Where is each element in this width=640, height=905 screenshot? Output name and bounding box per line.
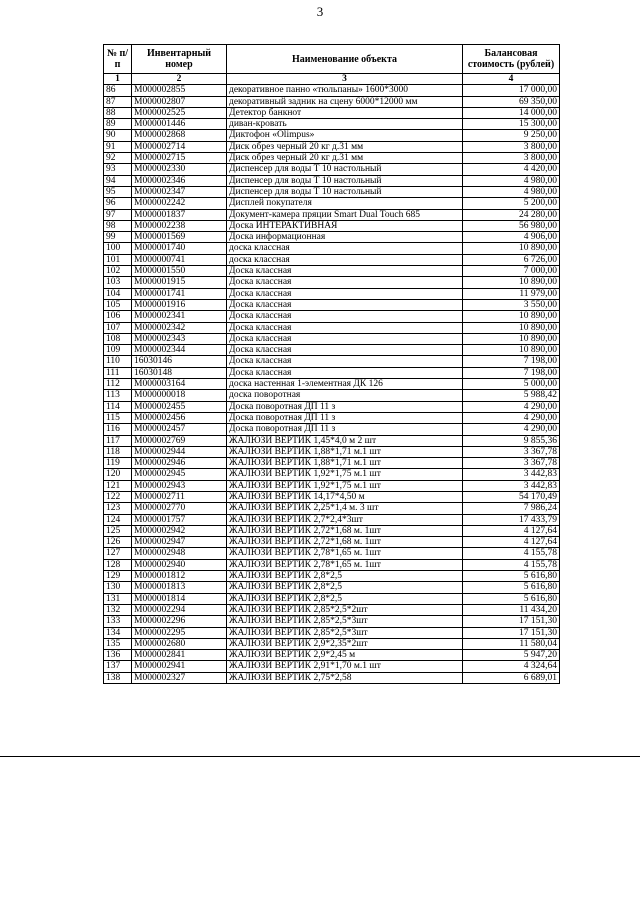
inventory-number: М000001446: [132, 119, 227, 130]
inventory-number: М000002344: [132, 345, 227, 356]
balance-cost: 4 290,00: [463, 401, 560, 412]
balance-cost: 7 000,00: [463, 266, 560, 277]
balance-cost: 3 800,00: [463, 141, 560, 152]
row-number: 104: [104, 288, 132, 299]
inventory-number: М000002945: [132, 469, 227, 480]
inventory-number: М000002855: [132, 85, 227, 96]
inventory-number: М000001740: [132, 243, 227, 254]
row-number: 101: [104, 254, 132, 265]
object-name: Диктофон «Olimpus»: [227, 130, 463, 141]
balance-cost: 4 980,00: [463, 175, 560, 186]
table-row: [104, 356, 560, 367]
row-number: 96: [104, 198, 132, 209]
inventory-number: М000001813: [132, 582, 227, 593]
table-row: [104, 85, 560, 96]
object-name: доска класcная: [227, 254, 463, 265]
object-name: ЖАЛЮЗИ ВЕРТИК 2,72*1,68 м. 1шт: [227, 525, 463, 536]
balance-cost: 5 000,00: [463, 379, 560, 390]
balance-cost: 5 200,00: [463, 198, 560, 209]
inventory-number: М000002680: [132, 638, 227, 649]
inventory-number: М000001812: [132, 571, 227, 582]
row-number: 132: [104, 604, 132, 615]
page-number: 3: [316, 4, 324, 19]
object-name: Доска классная: [227, 288, 463, 299]
row-number: 123: [104, 503, 132, 514]
row-number: 97: [104, 209, 132, 220]
balance-cost: 7 198,00: [463, 367, 560, 378]
table-row: [104, 604, 560, 615]
table-row: [104, 458, 560, 469]
object-name: ЖАЛЮЗИ ВЕРТИК 2,8*2,5: [227, 571, 463, 582]
object-name: Доска ИНТЕРАКТИВНАЯ: [227, 220, 463, 231]
row-number: 91: [104, 141, 132, 152]
object-name: ЖАЛЮЗИ ВЕРТИК 2,75*2,58: [227, 672, 463, 683]
row-number: 86: [104, 85, 132, 96]
column-number: 2: [132, 74, 227, 85]
row-number: 135: [104, 638, 132, 649]
row-number: 90: [104, 130, 132, 141]
row-number: 112: [104, 379, 132, 390]
row-number: 129: [104, 571, 132, 582]
inventory-number: М000002807: [132, 96, 227, 107]
row-number: 100: [104, 243, 132, 254]
inventory-number: М000001814: [132, 593, 227, 604]
balance-cost: 4 420,00: [463, 164, 560, 175]
inventory-number: М000002868: [132, 130, 227, 141]
inventory-number: М000002946: [132, 458, 227, 469]
inventory-number: М000001916: [132, 299, 227, 310]
table-body: [104, 85, 560, 684]
inventory-number: М000001741: [132, 288, 227, 299]
balance-cost: 4 290,00: [463, 424, 560, 435]
row-number: 87: [104, 96, 132, 107]
object-name: ЖАЛЮЗИ ВЕРТИК 1,92*1,75 м.1 шт: [227, 469, 463, 480]
table-row: [104, 469, 560, 480]
balance-cost: 14 000,00: [463, 107, 560, 118]
table-row: [104, 254, 560, 265]
object-name: Дисплей покупателя: [227, 198, 463, 209]
row-number: 105: [104, 299, 132, 310]
object-name: ЖАЛЮЗИ ВЕРТИК 2,78*1,65 м. 1шт: [227, 548, 463, 559]
table-row: [104, 401, 560, 412]
balance-cost: 4 906,00: [463, 232, 560, 243]
balance-cost: 4 324,64: [463, 661, 560, 672]
balance-cost: 3 442,83: [463, 469, 560, 480]
object-name: Диск обрез черный 20 кг д.31 мм: [227, 141, 463, 152]
balance-cost: 4 155,78: [463, 559, 560, 570]
table-row: [104, 559, 560, 570]
object-name: Доска классная: [227, 345, 463, 356]
row-number: 115: [104, 412, 132, 423]
row-number: 120: [104, 469, 132, 480]
object-name: ЖАЛЮЗИ ВЕРТИК 2,78*1,65 м. 1шт: [227, 559, 463, 570]
table-row: [104, 548, 560, 559]
object-name: ЖАЛЮЗИ ВЕРТИК 2,8*2,5: [227, 582, 463, 593]
table-row: [104, 186, 560, 197]
balance-cost: 10 890,00: [463, 333, 560, 344]
table-row: [104, 582, 560, 593]
object-name: Доска классная: [227, 311, 463, 322]
row-number: 94: [104, 175, 132, 186]
inventory-number: М000003164: [132, 379, 227, 390]
inventory-table: [103, 44, 560, 684]
balance-cost: 3 367,78: [463, 458, 560, 469]
row-number: 125: [104, 525, 132, 536]
table-row: [104, 119, 560, 130]
object-name: ЖАЛЮЗИ ВЕРТИК 2,9*2,35*2шт: [227, 638, 463, 649]
row-number: 95: [104, 186, 132, 197]
balance-cost: 17 433,79: [463, 514, 560, 525]
inventory-number: М000002238: [132, 220, 227, 231]
table-row: [104, 379, 560, 390]
row-number: 117: [104, 435, 132, 446]
balance-cost: 5 947,20: [463, 650, 560, 661]
table-row: [104, 345, 560, 356]
object-name: доска настенная 1-элементная ДК 126: [227, 379, 463, 390]
inventory-number: М000001837: [132, 209, 227, 220]
inventory-number: М000001569: [132, 232, 227, 243]
object-name: ЖАЛЮЗИ ВЕРТИК 14,17*4,50 м: [227, 491, 463, 502]
row-number: 107: [104, 322, 132, 333]
object-name: ЖАЛЮЗИ ВЕРТИК 2,85*2,5*3шт: [227, 627, 463, 638]
table-row: [104, 209, 560, 220]
balance-cost: 11 434,20: [463, 604, 560, 615]
table-row: [104, 627, 560, 638]
inventory-number: М000001757: [132, 514, 227, 525]
table-row: [104, 220, 560, 231]
row-number: 122: [104, 491, 132, 502]
object-name: Доска классная: [227, 277, 463, 288]
table-row: [104, 525, 560, 536]
inventory-number: М000002941: [132, 661, 227, 672]
balance-cost: 9 250,00: [463, 130, 560, 141]
inventory-number: М000002841: [132, 650, 227, 661]
balance-cost: 10 890,00: [463, 322, 560, 333]
row-number: 92: [104, 153, 132, 164]
row-number: 124: [104, 514, 132, 525]
inventory-number: М000002770: [132, 503, 227, 514]
balance-cost: 10 890,00: [463, 277, 560, 288]
object-name: ЖАЛЮЗИ ВЕРТИК 2,9*2,45 м: [227, 650, 463, 661]
balance-cost: 56 980,00: [463, 220, 560, 231]
balance-cost: 15 300,00: [463, 119, 560, 130]
table-row: [104, 616, 560, 627]
row-number: 88: [104, 107, 132, 118]
table-row: [104, 322, 560, 333]
inventory-number: М000002347: [132, 186, 227, 197]
object-name: ЖАЛЮЗИ ВЕРТИК 2,72*1,68 м. 1шт: [227, 537, 463, 548]
object-name: Диспенсер для воды Т 10 настольный: [227, 186, 463, 197]
table-row: [104, 491, 560, 502]
inventory-number: М000002947: [132, 537, 227, 548]
table-row: [104, 107, 560, 118]
inventory-number: М000002341: [132, 311, 227, 322]
inventory-number: М000002525: [132, 107, 227, 118]
row-number: 111: [104, 367, 132, 378]
table-row: [104, 435, 560, 446]
inventory-number: М000002942: [132, 525, 227, 536]
header-num: № п/п: [104, 45, 132, 74]
balance-cost: 3 367,78: [463, 446, 560, 457]
inventory-number: М000002769: [132, 435, 227, 446]
table-header-row: [104, 45, 560, 74]
object-name: доска поворотная: [227, 390, 463, 401]
inventory-number: М000002242: [132, 198, 227, 209]
header-inventory: Инвентарный номер: [132, 45, 227, 74]
balance-cost: 4 290,00: [463, 412, 560, 423]
inventory-number: М000002296: [132, 616, 227, 627]
row-number: 106: [104, 311, 132, 322]
balance-cost: 3 800,00: [463, 153, 560, 164]
table-row: [104, 198, 560, 209]
object-name: ЖАЛЮЗИ ВЕРТИК 2,85*2,5*3шт: [227, 616, 463, 627]
balance-cost: 4 155,78: [463, 548, 560, 559]
object-name: Доска классная: [227, 322, 463, 333]
table-row: [104, 424, 560, 435]
balance-cost: 9 855,36: [463, 435, 560, 446]
object-name: диван-кровать: [227, 119, 463, 130]
object-name: Детектор банкнот: [227, 107, 463, 118]
object-name: Документ-камера пряции Smart Dual Touch 685: [227, 209, 463, 220]
column-numbers-row: [104, 74, 560, 85]
table-row: [104, 164, 560, 175]
balance-cost: 4 127,64: [463, 525, 560, 536]
balance-cost: 11 979,00: [463, 288, 560, 299]
inventory-number: М000002342: [132, 322, 227, 333]
object-name: Доска классная: [227, 299, 463, 310]
balance-cost: 4 980,00: [463, 186, 560, 197]
object-name: ЖАЛЮЗИ ВЕРТИК 1,92*1,75 м.1 шт: [227, 480, 463, 491]
balance-cost: 24 280,00: [463, 209, 560, 220]
row-number: 127: [104, 548, 132, 559]
row-number: 99: [104, 232, 132, 243]
row-number: 138: [104, 672, 132, 683]
inventory-number: М000002715: [132, 153, 227, 164]
object-name: Диспенсер для воды Т 10 настольный: [227, 164, 463, 175]
balance-cost: 3 442,83: [463, 480, 560, 491]
table-row: [104, 299, 560, 310]
object-name: декоративный задник на сцену 6000*12000 мм: [227, 96, 463, 107]
table-row: [104, 672, 560, 683]
row-number: 103: [104, 277, 132, 288]
row-number: 102: [104, 266, 132, 277]
table-row: [104, 96, 560, 107]
balance-cost: 17 151,30: [463, 627, 560, 638]
table-row: [104, 650, 560, 661]
object-name: Доска поворотная ДП 11 з: [227, 412, 463, 423]
table-row: [104, 288, 560, 299]
table-row: [104, 593, 560, 604]
object-name: Доска классная: [227, 266, 463, 277]
object-name: ЖАЛЮЗИ ВЕРТИК 1,45*4,0 м 2 шт: [227, 435, 463, 446]
object-name: ЖАЛЮЗИ ВЕРТИК 2,85*2,5*2шт: [227, 604, 463, 615]
balance-cost: 17 000,00: [463, 85, 560, 96]
balance-cost: 10 890,00: [463, 311, 560, 322]
inventory-number: М000002343: [132, 333, 227, 344]
table-row: [104, 638, 560, 649]
row-number: 133: [104, 616, 132, 627]
row-number: 136: [104, 650, 132, 661]
column-number: 4: [463, 74, 560, 85]
row-number: 89: [104, 119, 132, 130]
inventory-number: М000002944: [132, 446, 227, 457]
table-row: [104, 232, 560, 243]
row-number: 98: [104, 220, 132, 231]
balance-cost: 10 890,00: [463, 243, 560, 254]
row-number: 93: [104, 164, 132, 175]
balance-cost: 54 170,49: [463, 491, 560, 502]
balance-cost: 3 550,00: [463, 299, 560, 310]
object-name: Диспенсер для воды Т 10 настольный: [227, 175, 463, 186]
inventory-number: М000002295: [132, 627, 227, 638]
inventory-number: М000002711: [132, 491, 227, 502]
balance-cost: 6 726,00: [463, 254, 560, 265]
table-row: [104, 243, 560, 254]
table-row: [104, 153, 560, 164]
balance-cost: 11 580,04: [463, 638, 560, 649]
table-row: [104, 390, 560, 401]
object-name: Доска информационная: [227, 232, 463, 243]
inventory-number: М000002457: [132, 424, 227, 435]
object-name: ЖАЛЮЗИ ВЕРТИК 1,88*1,71 м.1 шт: [227, 446, 463, 457]
table-row: [104, 503, 560, 514]
row-number: 108: [104, 333, 132, 344]
inventory-number: М000002294: [132, 604, 227, 615]
balance-cost: 5 616,80: [463, 593, 560, 604]
table-row: [104, 333, 560, 344]
row-number: 114: [104, 401, 132, 412]
table-row: [104, 480, 560, 491]
balance-cost: 5 616,80: [463, 582, 560, 593]
inventory-number: М000001550: [132, 266, 227, 277]
table-row: [104, 412, 560, 423]
inventory-number: М000002714: [132, 141, 227, 152]
balance-cost: 7 986,24: [463, 503, 560, 514]
table-row: [104, 130, 560, 141]
object-name: Доска классная: [227, 333, 463, 344]
inventory-number: 16030148: [132, 367, 227, 378]
header-cost: Балансовая стоимость (рублей): [463, 45, 560, 74]
inventory-number: М000002940: [132, 559, 227, 570]
object-name: ЖАЛЮЗИ ВЕРТИК 2,7*2,4*3шт: [227, 514, 463, 525]
balance-cost: 5 616,80: [463, 571, 560, 582]
inventory-number: М000002330: [132, 164, 227, 175]
column-number: 1: [104, 74, 132, 85]
balance-cost: 17 151,30: [463, 616, 560, 627]
inventory-number: М000001915: [132, 277, 227, 288]
row-number: 131: [104, 593, 132, 604]
table-row: [104, 311, 560, 322]
row-number: 121: [104, 480, 132, 491]
balance-cost: 10 890,00: [463, 345, 560, 356]
inventory-number: М000000018: [132, 390, 227, 401]
object-name: декоративное панно «тюльпаны» 1600*3000: [227, 85, 463, 96]
row-number: 110: [104, 356, 132, 367]
row-number: 137: [104, 661, 132, 672]
column-number: 3: [227, 74, 463, 85]
row-number: 128: [104, 559, 132, 570]
object-name: доска классная: [227, 243, 463, 254]
table-row: [104, 514, 560, 525]
inventory-number: М000002456: [132, 412, 227, 423]
balance-cost: 6 689,01: [463, 672, 560, 683]
balance-cost: 69 350,00: [463, 96, 560, 107]
row-number: 109: [104, 345, 132, 356]
object-name: Доска классная: [227, 356, 463, 367]
row-number: 134: [104, 627, 132, 638]
table-row: [104, 175, 560, 186]
table-row: [104, 141, 560, 152]
inventory-number: М000002455: [132, 401, 227, 412]
object-name: Доска поворотная ДП 11 з: [227, 401, 463, 412]
balance-cost: 7 198,00: [463, 356, 560, 367]
footer-divider: [0, 756, 640, 757]
table-row: [104, 537, 560, 548]
object-name: Доска поворотная ДП 11 з: [227, 424, 463, 435]
header-name: Наименование объекта: [227, 45, 463, 74]
row-number: 116: [104, 424, 132, 435]
inventory-number: М000000741: [132, 254, 227, 265]
object-name: ЖАЛЮЗИ ВЕРТИК 2,8*2,5: [227, 593, 463, 604]
row-number: 126: [104, 537, 132, 548]
inventory-number: М000002943: [132, 480, 227, 491]
table-row: [104, 277, 560, 288]
table-row: [104, 446, 560, 457]
object-name: ЖАЛЮЗИ ВЕРТИК 1,88*1,71 м.1 шт: [227, 458, 463, 469]
table-row: [104, 367, 560, 378]
inventory-number: М000002346: [132, 175, 227, 186]
table-row: [104, 266, 560, 277]
table-row: [104, 571, 560, 582]
row-number: 118: [104, 446, 132, 457]
object-name: Диск обрез черный 20 кг д.31 мм: [227, 153, 463, 164]
object-name: Доска классная: [227, 367, 463, 378]
row-number: 130: [104, 582, 132, 593]
balance-cost: 5 988,42: [463, 390, 560, 401]
inventory-number: М000002327: [132, 672, 227, 683]
row-number: 119: [104, 458, 132, 469]
row-number: 113: [104, 390, 132, 401]
table-row: [104, 661, 560, 672]
inventory-number: 16030146: [132, 356, 227, 367]
object-name: ЖАЛЮЗИ ВЕРТИК 2,25*1,4 м. 3 шт: [227, 503, 463, 514]
inventory-number: М000002948: [132, 548, 227, 559]
object-name: ЖАЛЮЗИ ВЕРТИК 2,91*1,70 м.1 шт: [227, 661, 463, 672]
balance-cost: 4 127,64: [463, 537, 560, 548]
